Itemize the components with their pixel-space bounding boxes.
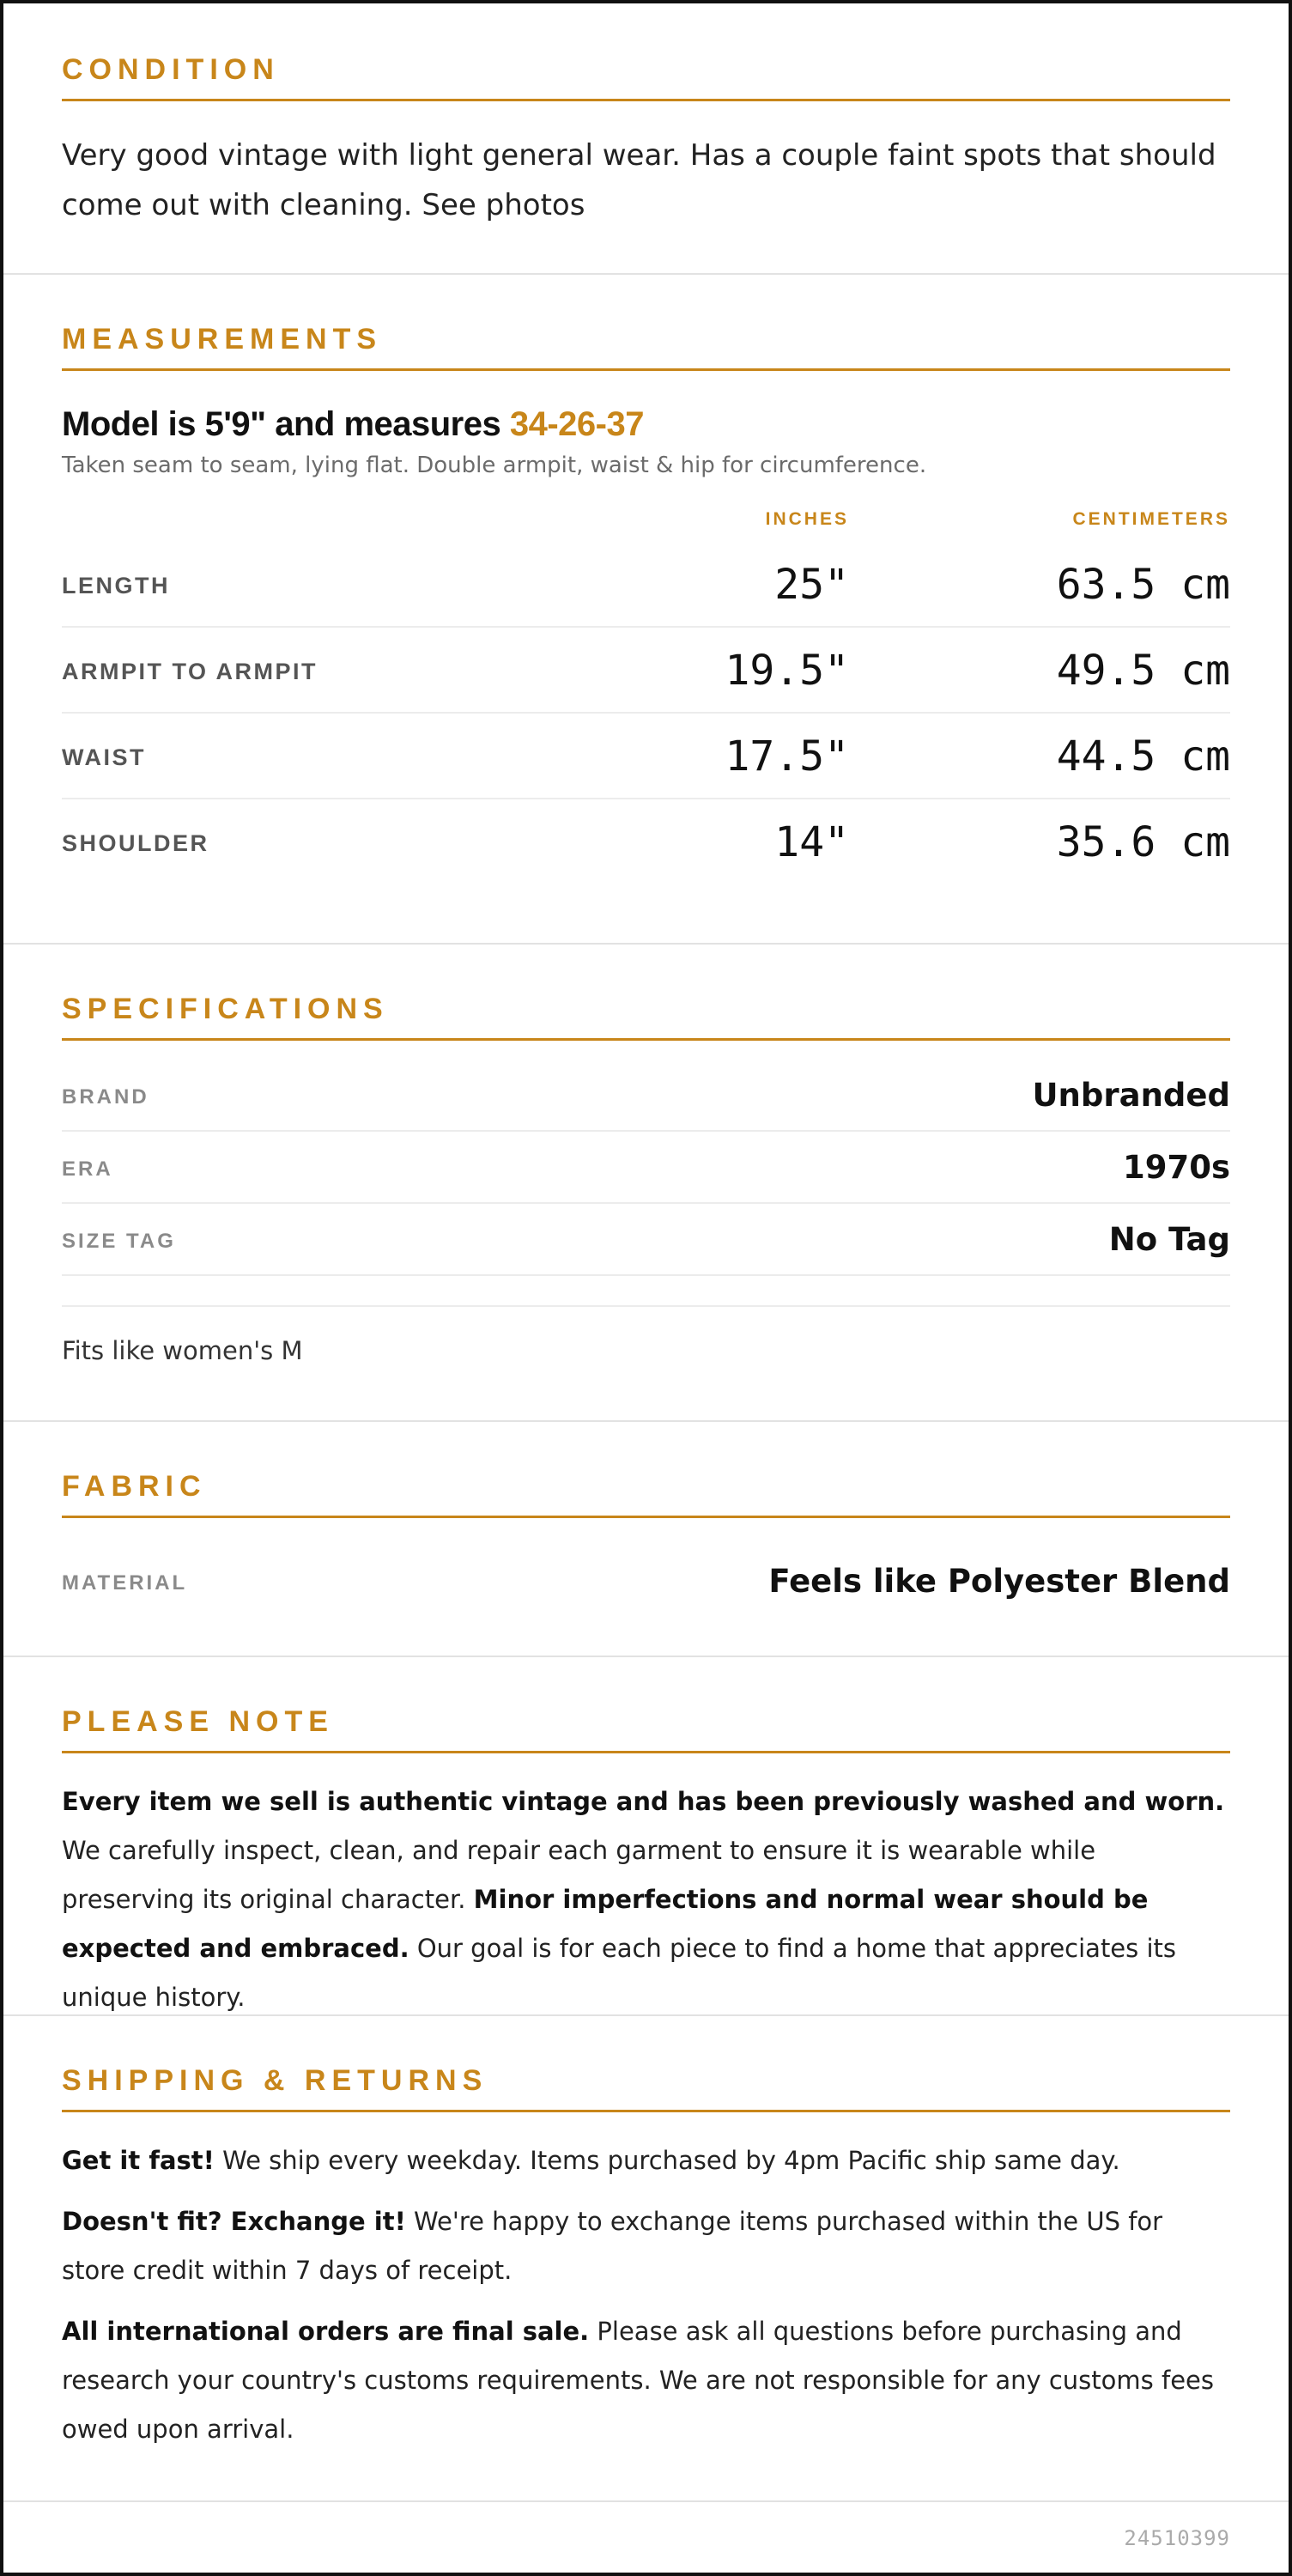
measurement-row-shoulder xyxy=(62,799,1230,885)
spec-value: 1970s xyxy=(1122,1149,1230,1186)
fabric-row-material xyxy=(62,1518,1230,1621)
measurements-section xyxy=(3,275,1289,945)
measurements-table xyxy=(62,542,1230,885)
measurement-label: SHOULDER xyxy=(62,830,209,856)
shipping-heading: SHIPPING & RETURNS xyxy=(62,2064,1230,2112)
fabric-section xyxy=(3,1422,1289,1657)
measurement-inches: 25" xyxy=(774,561,849,609)
spec-label: BRAND xyxy=(62,1085,149,1109)
measurement-label: ARMPIT TO ARMPIT xyxy=(62,659,318,684)
shipping-paragraph-fast xyxy=(62,2136,1230,2185)
note-text-1: We carefully inspect, clean, and repair each garment to ensure it is wearable while preserving its original character. xyxy=(62,1836,1096,1914)
spec-value: No Tag xyxy=(1108,1221,1230,1258)
shipping-text: We're happy to exchange items purchased within the US for store credit within 7 days of receipt. xyxy=(62,2207,1163,2285)
shipping-text: We ship every weekday. Items purchased by 4pm Pacific ship same day. xyxy=(214,2146,1120,2175)
spec-row-era xyxy=(62,1132,1230,1204)
measurement-cm: 35.6 cm xyxy=(1056,818,1230,866)
note-text-2: Our goal is for each piece to find a home that appreciates its unique history. xyxy=(62,1934,1177,2012)
shipping-text: Please ask all questions before purchasing and research your country's customs requirements. We are not responsible for any customs fees owed upon arrival. xyxy=(62,2317,1214,2444)
note-bold-2: Minor imperfections and normal wear should be expected and embraced. xyxy=(62,1885,1149,1963)
measurement-row-armpit xyxy=(62,628,1230,714)
measurements-subtitle: Taken seam to seam, lying flat. Double armpit, waist & hip for circumference. xyxy=(62,453,927,478)
shipping-paragraph-international xyxy=(62,2307,1230,2454)
shipping-bold: All international orders are final sale. xyxy=(62,2317,590,2346)
measurement-inches: 14" xyxy=(774,818,849,866)
please-note-section xyxy=(3,1657,1289,2016)
specifications-heading: SPECIFICATIONS xyxy=(62,993,1230,1041)
model-measurements xyxy=(62,405,1230,444)
note-bold-1: Every item we sell is authentic vintage and has been previously washed and worn. xyxy=(62,1787,1225,1816)
measurement-inches: 19.5" xyxy=(725,647,849,695)
shipping-bold: Get it fast! xyxy=(62,2146,215,2175)
spec-label: SIZE TAG xyxy=(62,1230,176,1253)
condition-section xyxy=(3,3,1289,275)
specifications-list xyxy=(62,1060,1230,1276)
measurement-cm: 44.5 cm xyxy=(1056,732,1230,781)
model-measures-value: 34-26-37 xyxy=(509,405,644,443)
measurement-label: WAIST xyxy=(62,744,146,770)
spec-row-size-tag xyxy=(62,1204,1230,1276)
condition-heading: CONDITION xyxy=(62,53,1230,101)
product-id: 24510399 xyxy=(1124,2526,1230,2550)
model-prefix: Model is 5'9" and measures xyxy=(62,405,510,443)
measurement-cm: 63.5 cm xyxy=(1056,561,1230,609)
fit-note: Fits like women's M xyxy=(62,1305,1230,1365)
inches-column-header: INCHES xyxy=(765,509,849,529)
fabric-value: Feels like Polyester Blend xyxy=(768,1563,1230,1600)
specifications-section xyxy=(3,945,1289,1422)
measurements-heading: MEASUREMENTS xyxy=(62,323,1230,371)
please-note-text xyxy=(62,1777,1230,2022)
measurement-inches: 17.5" xyxy=(725,732,849,781)
fabric-label: MATERIAL xyxy=(62,1571,188,1595)
fabric-heading: FABRIC xyxy=(62,1470,1230,1518)
measurement-label: LENGTH xyxy=(62,573,170,598)
spec-label: ERA xyxy=(62,1157,113,1181)
spec-row-brand xyxy=(62,1060,1230,1132)
condition-text: Very good vintage with light general wear. Has a couple faint spots that should come out with cleaning. See photos xyxy=(62,138,1216,222)
centimeters-column-header: CENTIMETERS xyxy=(1072,509,1230,529)
shipping-bold: Doesn't fit? Exchange it! xyxy=(62,2207,406,2236)
measurement-cm: 49.5 cm xyxy=(1056,647,1230,695)
spec-value: Unbranded xyxy=(1032,1077,1230,1114)
please-note-heading: PLEASE NOTE xyxy=(62,1705,1230,1753)
measurements-column-headers xyxy=(62,504,1230,538)
shipping-returns-section xyxy=(3,2016,1289,2502)
measurement-row-length xyxy=(62,542,1230,628)
shipping-paragraph-exchange xyxy=(62,2197,1230,2295)
measurement-row-waist xyxy=(62,714,1230,799)
